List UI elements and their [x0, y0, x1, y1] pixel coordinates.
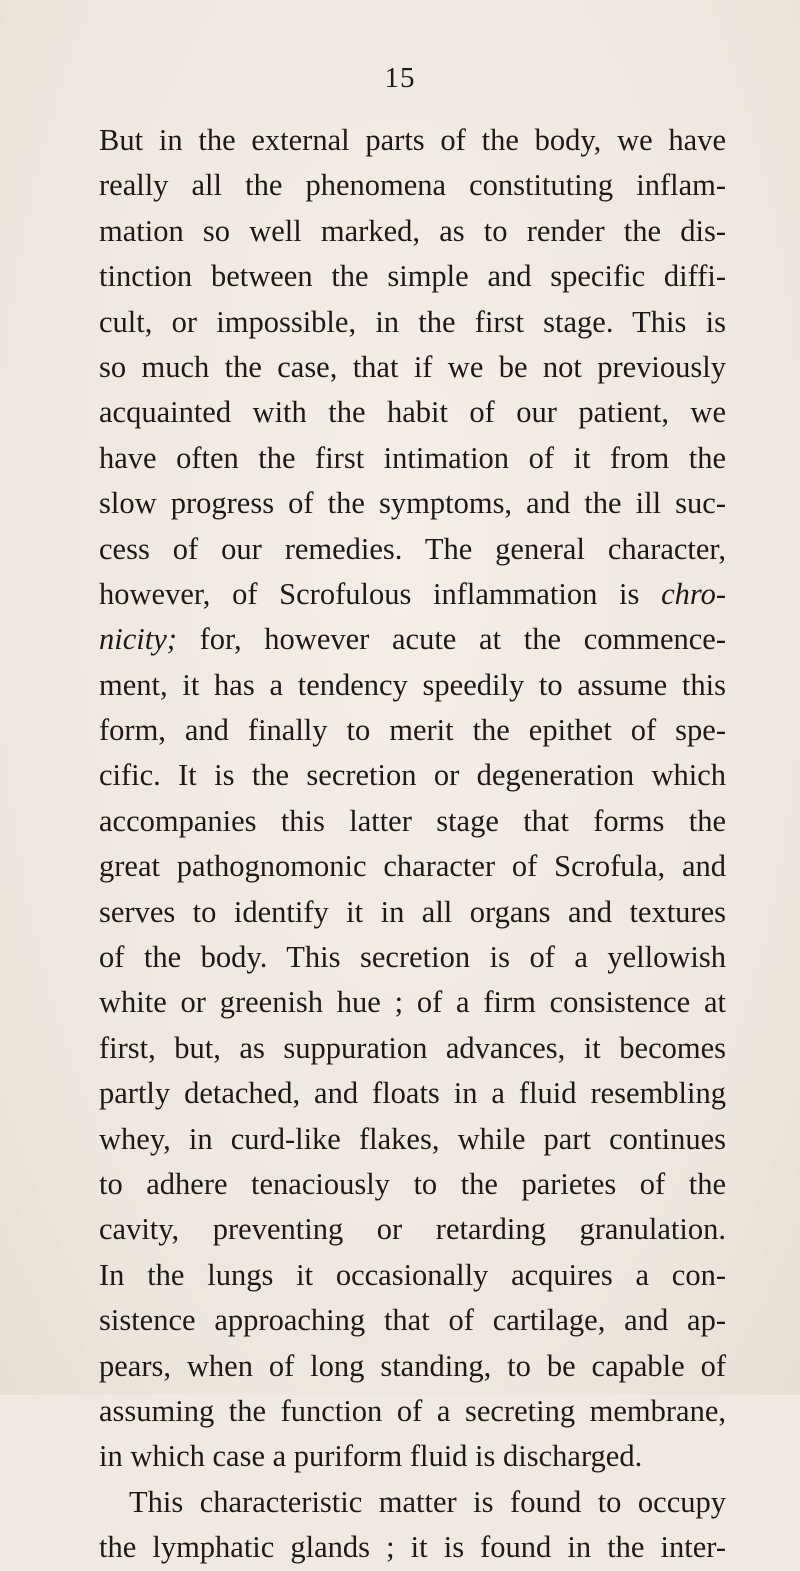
- text-line: assuming the function of a secreting membrane,: [99, 1393, 726, 1428]
- text-segment: for, however acute at the commence-: [176, 622, 726, 657]
- text-line: cific. It is the secretion or degeneration which: [99, 758, 726, 793]
- text-line: to adhere tenaciously to the parietes of the: [99, 1166, 726, 1201]
- text-line: mation so well marked, as to render the dis-: [99, 213, 726, 248]
- text-line: great pathognomonic character of Scrofula, and: [99, 849, 726, 884]
- text-segment: however, of Scrofulous inflammation is: [99, 576, 662, 611]
- text-line: serves to identify it in all organs and textures: [99, 894, 726, 929]
- text-line: of the body. This secretion is of a yellowish: [99, 940, 726, 975]
- text-line: This characteristic matter is found to occupy: [129, 1484, 726, 1519]
- text-line: cult, or impossible, in the first stage. This is: [99, 304, 726, 339]
- text-line: accompanies this latter stage that forms the: [99, 803, 726, 838]
- text-line: cess of our remedies. The general character,: [99, 531, 726, 566]
- text-line: form, and finally to merit the epithet of spe-: [99, 713, 726, 748]
- text-line: pears, when of long standing, to be capable of: [99, 1348, 726, 1383]
- text-line: acquainted with the habit of our patient, we: [99, 395, 726, 430]
- text-line: sistence approaching that of cartilage, and ap-: [99, 1303, 726, 1338]
- text-line: have often the first intimation of it from the: [99, 440, 726, 475]
- text-line: white or greenish hue ; of a firm consistence at: [99, 985, 726, 1020]
- italic-word: chro-: [661, 576, 726, 611]
- text-line: really all the phenomena constituting inflam-: [99, 168, 726, 203]
- italic-word: nicity;: [99, 622, 177, 657]
- text-line: But in the external parts of the body, we have: [99, 123, 726, 157]
- text-line: partly detached, and floats in a fluid resembling: [99, 1076, 726, 1111]
- text-line: slow progress of the symptoms, and the ill suc-: [99, 486, 726, 521]
- page-number: 15: [384, 62, 416, 94]
- text-line: in which case a puriform fluid is discharged.: [99, 1439, 643, 1474]
- text-line-with-italic: [99, 572, 726, 617]
- text-line: first, but, as suppuration advances, it becomes: [99, 1030, 726, 1065]
- text-line: whey, in curd-like flakes, while part continues: [99, 1121, 726, 1156]
- text-line: ment, it has a tendency speedily to assume this: [99, 667, 726, 702]
- text-line-with-italic: [99, 617, 726, 662]
- text-line: so much the case, that if we be not previously: [99, 349, 726, 384]
- text-line: cavity, preventing or retarding granulation.: [99, 1212, 726, 1247]
- body-text: [99, 118, 726, 1571]
- text-line: the lymphatic glands ; it is found in the inter-: [99, 1530, 726, 1565]
- text-line: tinction between the simple and specific diffi-: [99, 259, 726, 294]
- text-line: In the lungs it occasionally acquires a con-: [99, 1257, 726, 1292]
